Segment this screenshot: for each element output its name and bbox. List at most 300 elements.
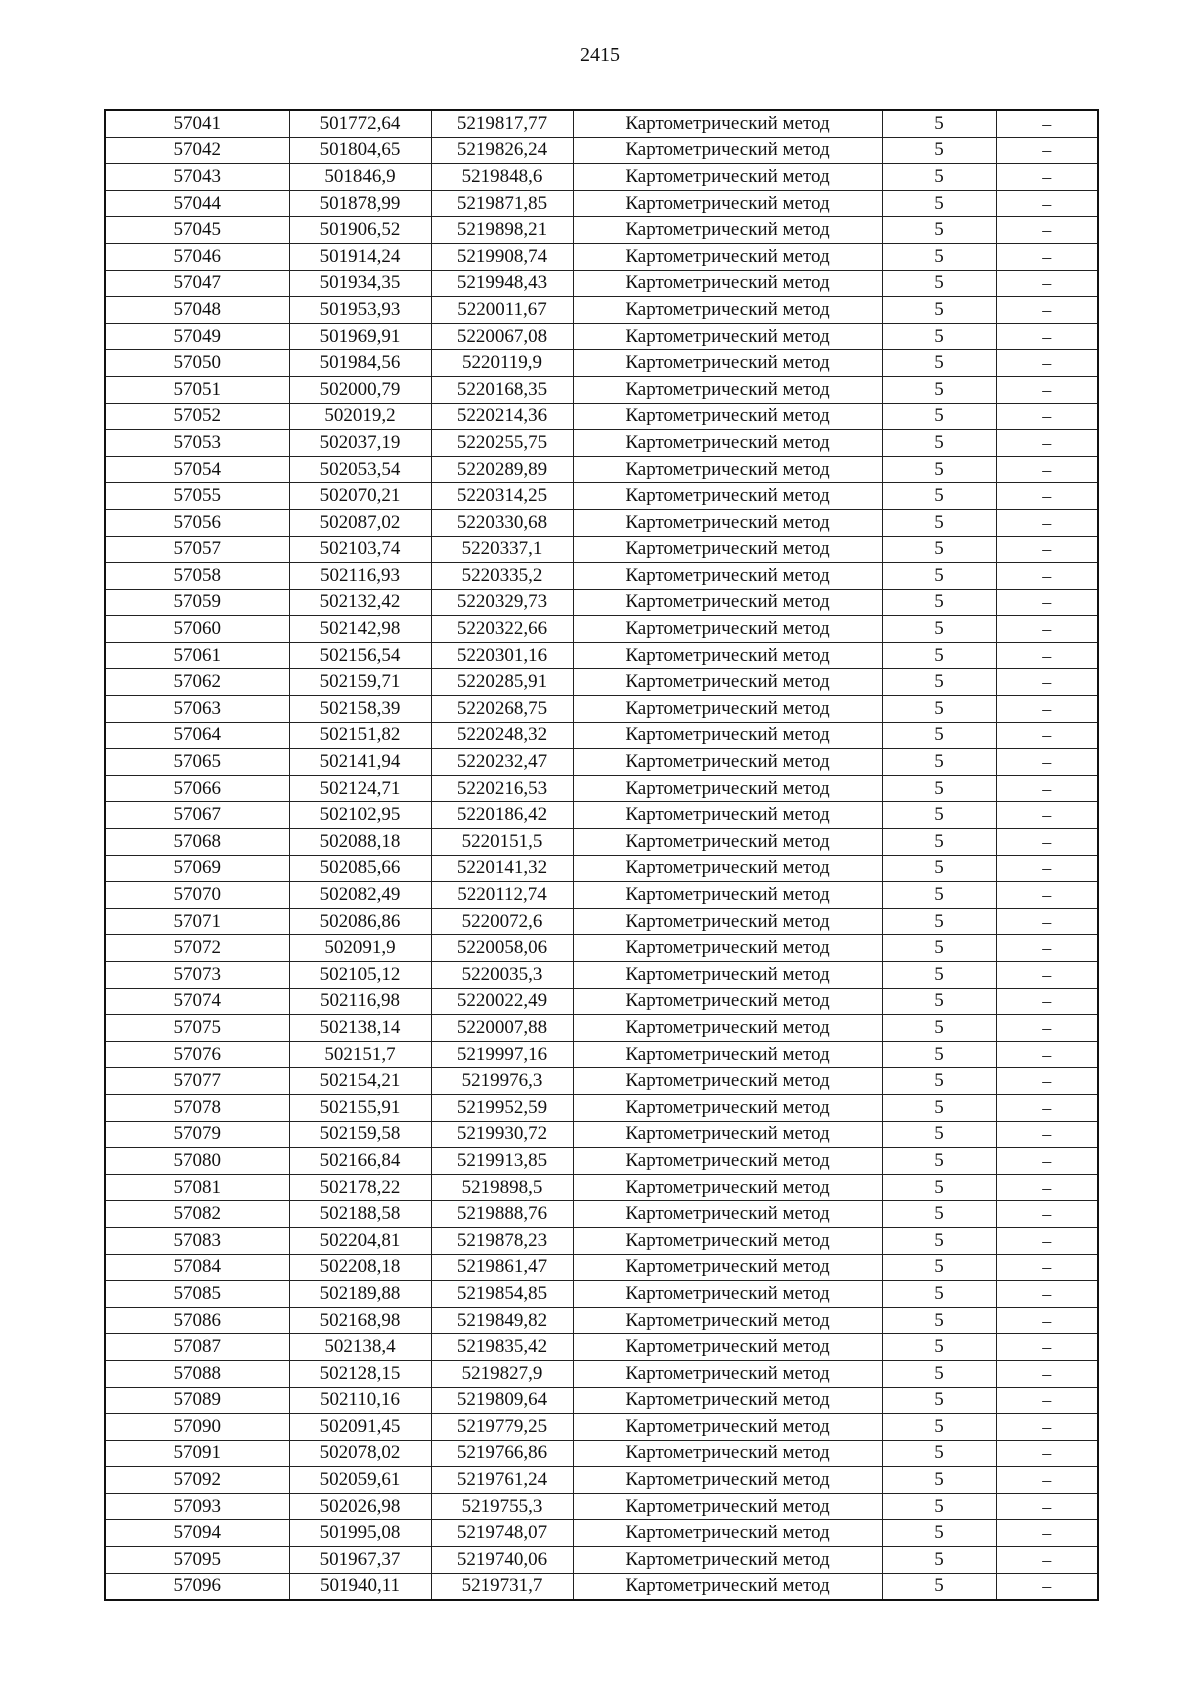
- note-cell: –: [996, 855, 1098, 882]
- method-cell: Картометрический метод: [573, 563, 882, 590]
- y-coordinate-cell: 5219854,85: [431, 1281, 573, 1308]
- accuracy-cell: 5: [882, 696, 996, 723]
- x-coordinate-cell: 501772,64: [289, 110, 431, 137]
- y-coordinate-cell: 5220119,9: [431, 350, 573, 377]
- table-row: [105, 270, 1098, 297]
- x-coordinate-cell: 501984,56: [289, 350, 431, 377]
- note-cell: –: [996, 775, 1098, 802]
- point-number-cell: 57090: [105, 1414, 289, 1441]
- accuracy-cell: 5: [882, 1307, 996, 1334]
- y-coordinate-cell: 5219817,77: [431, 110, 573, 137]
- note-cell: –: [996, 1174, 1098, 1201]
- y-coordinate-cell: 5219871,85: [431, 190, 573, 217]
- x-coordinate-cell: 502132,42: [289, 589, 431, 616]
- point-number-cell: 57073: [105, 962, 289, 989]
- table-row: [105, 164, 1098, 191]
- table-row: [105, 110, 1098, 137]
- y-coordinate-cell: 5220072,6: [431, 908, 573, 935]
- point-number-cell: 57088: [105, 1360, 289, 1387]
- table-row: [105, 243, 1098, 270]
- note-cell: –: [996, 1068, 1098, 1095]
- method-cell: Картометрический метод: [573, 1467, 882, 1494]
- x-coordinate-cell: 502155,91: [289, 1094, 431, 1121]
- x-coordinate-cell: 502091,45: [289, 1414, 431, 1441]
- table-row: [105, 1307, 1098, 1334]
- table-row: [105, 1227, 1098, 1254]
- y-coordinate-cell: 5219948,43: [431, 270, 573, 297]
- table-row: [105, 1334, 1098, 1361]
- accuracy-cell: 5: [882, 110, 996, 137]
- table-row: [105, 829, 1098, 856]
- note-cell: –: [996, 137, 1098, 164]
- method-cell: Картометрический метод: [573, 297, 882, 324]
- note-cell: –: [996, 1493, 1098, 1520]
- table-row: [105, 669, 1098, 696]
- x-coordinate-cell: 502091,9: [289, 935, 431, 962]
- method-cell: Картометрический метод: [573, 376, 882, 403]
- x-coordinate-cell: 502138,14: [289, 1015, 431, 1042]
- point-number-cell: 57044: [105, 190, 289, 217]
- note-cell: –: [996, 430, 1098, 457]
- x-coordinate-cell: 502156,54: [289, 642, 431, 669]
- x-coordinate-cell: 502151,7: [289, 1041, 431, 1068]
- note-cell: –: [996, 882, 1098, 909]
- point-number-cell: 57053: [105, 430, 289, 457]
- table-row: [105, 137, 1098, 164]
- note-cell: –: [996, 722, 1098, 749]
- method-cell: Картометрический метод: [573, 456, 882, 483]
- point-number-cell: 57076: [105, 1041, 289, 1068]
- note-cell: –: [996, 669, 1098, 696]
- method-cell: Картометрический метод: [573, 722, 882, 749]
- y-coordinate-cell: 5220301,16: [431, 642, 573, 669]
- table-row: [105, 190, 1098, 217]
- point-number-cell: 57089: [105, 1387, 289, 1414]
- x-coordinate-cell: 502159,71: [289, 669, 431, 696]
- point-number-cell: 57068: [105, 829, 289, 856]
- x-coordinate-cell: 502053,54: [289, 456, 431, 483]
- point-number-cell: 57078: [105, 1094, 289, 1121]
- x-coordinate-cell: 502078,02: [289, 1440, 431, 1467]
- table-row: [105, 962, 1098, 989]
- method-cell: Картометрический метод: [573, 110, 882, 137]
- accuracy-cell: 5: [882, 1520, 996, 1547]
- x-coordinate-cell: 501804,65: [289, 137, 431, 164]
- accuracy-cell: 5: [882, 1440, 996, 1467]
- method-cell: Картометрический метод: [573, 775, 882, 802]
- accuracy-cell: 5: [882, 1254, 996, 1281]
- x-coordinate-cell: 502188,58: [289, 1201, 431, 1228]
- y-coordinate-cell: 5219913,85: [431, 1148, 573, 1175]
- point-number-cell: 57048: [105, 297, 289, 324]
- note-cell: –: [996, 270, 1098, 297]
- y-coordinate-cell: 5220022,49: [431, 988, 573, 1015]
- y-coordinate-cell: 5219835,42: [431, 1334, 573, 1361]
- point-number-cell: 57064: [105, 722, 289, 749]
- accuracy-cell: 5: [882, 1547, 996, 1574]
- accuracy-cell: 5: [882, 642, 996, 669]
- y-coordinate-cell: 5220289,89: [431, 456, 573, 483]
- accuracy-cell: 5: [882, 1467, 996, 1494]
- method-cell: Картометрический метод: [573, 1493, 882, 1520]
- table-row: [105, 1520, 1098, 1547]
- x-coordinate-cell: 502166,84: [289, 1148, 431, 1175]
- accuracy-cell: 5: [882, 1201, 996, 1228]
- accuracy-cell: 5: [882, 137, 996, 164]
- method-cell: Картометрический метод: [573, 802, 882, 829]
- method-cell: Картометрический метод: [573, 1547, 882, 1574]
- table-row: [105, 882, 1098, 909]
- accuracy-cell: 5: [882, 749, 996, 776]
- table-row: [105, 855, 1098, 882]
- y-coordinate-cell: 5220285,91: [431, 669, 573, 696]
- y-coordinate-cell: 5220322,66: [431, 616, 573, 643]
- accuracy-cell: 5: [882, 669, 996, 696]
- y-coordinate-cell: 5220314,25: [431, 483, 573, 510]
- note-cell: –: [996, 509, 1098, 536]
- accuracy-cell: 5: [882, 722, 996, 749]
- table-row: [105, 483, 1098, 510]
- accuracy-cell: 5: [882, 297, 996, 324]
- method-cell: Картометрический метод: [573, 1573, 882, 1600]
- accuracy-cell: 5: [882, 1227, 996, 1254]
- method-cell: Картометрический метод: [573, 164, 882, 191]
- y-coordinate-cell: 5219976,3: [431, 1068, 573, 1095]
- table-row: [105, 456, 1098, 483]
- x-coordinate-cell: 502158,39: [289, 696, 431, 723]
- accuracy-cell: 5: [882, 1387, 996, 1414]
- y-coordinate-cell: 5219731,7: [431, 1573, 573, 1600]
- x-coordinate-cell: 502088,18: [289, 829, 431, 856]
- point-number-cell: 57058: [105, 563, 289, 590]
- x-coordinate-cell: 502141,94: [289, 749, 431, 776]
- x-coordinate-cell: 502116,93: [289, 563, 431, 590]
- x-coordinate-cell: 501934,35: [289, 270, 431, 297]
- x-coordinate-cell: 501878,99: [289, 190, 431, 217]
- x-coordinate-cell: 502159,58: [289, 1121, 431, 1148]
- x-coordinate-cell: 502128,15: [289, 1360, 431, 1387]
- note-cell: –: [996, 935, 1098, 962]
- table-row: [105, 1387, 1098, 1414]
- note-cell: –: [996, 190, 1098, 217]
- y-coordinate-cell: 5219761,24: [431, 1467, 573, 1494]
- method-cell: Картометрический метод: [573, 962, 882, 989]
- y-coordinate-cell: 5220151,5: [431, 829, 573, 856]
- point-number-cell: 57075: [105, 1015, 289, 1042]
- table-row: [105, 642, 1098, 669]
- method-cell: Картометрический метод: [573, 137, 882, 164]
- x-coordinate-cell: 501940,11: [289, 1573, 431, 1600]
- y-coordinate-cell: 5220011,67: [431, 297, 573, 324]
- point-number-cell: 57055: [105, 483, 289, 510]
- table-row: [105, 217, 1098, 244]
- point-number-cell: 57095: [105, 1547, 289, 1574]
- method-cell: Картометрический метод: [573, 1201, 882, 1228]
- point-number-cell: 57083: [105, 1227, 289, 1254]
- accuracy-cell: 5: [882, 1015, 996, 1042]
- method-cell: Картометрический метод: [573, 1121, 882, 1148]
- note-cell: –: [996, 696, 1098, 723]
- accuracy-cell: 5: [882, 1068, 996, 1095]
- x-coordinate-cell: 502105,12: [289, 962, 431, 989]
- accuracy-cell: 5: [882, 243, 996, 270]
- y-coordinate-cell: 5219908,74: [431, 243, 573, 270]
- table-row: [105, 616, 1098, 643]
- table-row: [105, 1015, 1098, 1042]
- method-cell: Картометрический метод: [573, 1360, 882, 1387]
- accuracy-cell: 5: [882, 962, 996, 989]
- x-coordinate-cell: 502154,21: [289, 1068, 431, 1095]
- table-row: [105, 1148, 1098, 1175]
- point-number-cell: 57087: [105, 1334, 289, 1361]
- method-cell: Картометрический метод: [573, 509, 882, 536]
- accuracy-cell: 5: [882, 1041, 996, 1068]
- note-cell: –: [996, 988, 1098, 1015]
- x-coordinate-cell: 502086,86: [289, 908, 431, 935]
- accuracy-cell: 5: [882, 350, 996, 377]
- y-coordinate-cell: 5219748,07: [431, 1520, 573, 1547]
- point-number-cell: 57041: [105, 110, 289, 137]
- point-number-cell: 57094: [105, 1520, 289, 1547]
- method-cell: Картометрический метод: [573, 642, 882, 669]
- table-row: [105, 1121, 1098, 1148]
- x-coordinate-cell: 501906,52: [289, 217, 431, 244]
- method-cell: Картометрический метод: [573, 908, 882, 935]
- table-row: [105, 1201, 1098, 1228]
- note-cell: –: [996, 962, 1098, 989]
- method-cell: Картометрический метод: [573, 1387, 882, 1414]
- y-coordinate-cell: 5219740,06: [431, 1547, 573, 1574]
- table-row: [105, 1414, 1098, 1441]
- method-cell: Картометрический метод: [573, 616, 882, 643]
- note-cell: –: [996, 1520, 1098, 1547]
- method-cell: Картометрический метод: [573, 855, 882, 882]
- x-coordinate-cell: 502103,74: [289, 536, 431, 563]
- accuracy-cell: 5: [882, 536, 996, 563]
- method-cell: Картометрический метод: [573, 988, 882, 1015]
- table-row: [105, 1467, 1098, 1494]
- accuracy-cell: 5: [882, 935, 996, 962]
- note-cell: –: [996, 1440, 1098, 1467]
- accuracy-cell: 5: [882, 1334, 996, 1361]
- note-cell: –: [996, 1227, 1098, 1254]
- x-coordinate-cell: 501846,9: [289, 164, 431, 191]
- method-cell: Картометрический метод: [573, 1015, 882, 1042]
- point-number-cell: 57096: [105, 1573, 289, 1600]
- y-coordinate-cell: 5219888,76: [431, 1201, 573, 1228]
- accuracy-cell: 5: [882, 483, 996, 510]
- accuracy-cell: 5: [882, 589, 996, 616]
- x-coordinate-cell: 502178,22: [289, 1174, 431, 1201]
- method-cell: Картометрический метод: [573, 1520, 882, 1547]
- accuracy-cell: 5: [882, 882, 996, 909]
- accuracy-cell: 5: [882, 430, 996, 457]
- x-coordinate-cell: 501914,24: [289, 243, 431, 270]
- method-cell: Картометрический метод: [573, 1281, 882, 1308]
- y-coordinate-cell: 5220168,35: [431, 376, 573, 403]
- method-cell: Картометрический метод: [573, 403, 882, 430]
- page-number: 2415: [580, 44, 620, 66]
- table-row: [105, 509, 1098, 536]
- note-cell: –: [996, 110, 1098, 137]
- method-cell: Картометрический метод: [573, 190, 882, 217]
- method-cell: Картометрический метод: [573, 1307, 882, 1334]
- point-number-cell: 57052: [105, 403, 289, 430]
- y-coordinate-cell: 5219848,6: [431, 164, 573, 191]
- y-coordinate-cell: 5220112,74: [431, 882, 573, 909]
- method-cell: Картометрический метод: [573, 1068, 882, 1095]
- note-cell: –: [996, 616, 1098, 643]
- accuracy-cell: 5: [882, 1281, 996, 1308]
- table-row: [105, 908, 1098, 935]
- note-cell: –: [996, 1573, 1098, 1600]
- note-cell: –: [996, 297, 1098, 324]
- y-coordinate-cell: 5219898,21: [431, 217, 573, 244]
- point-number-cell: 57057: [105, 536, 289, 563]
- x-coordinate-cell: 502116,98: [289, 988, 431, 1015]
- method-cell: Картометрический метод: [573, 1414, 882, 1441]
- method-cell: Картометрический метод: [573, 270, 882, 297]
- x-coordinate-cell: 501953,93: [289, 297, 431, 324]
- y-coordinate-cell: 5220216,53: [431, 775, 573, 802]
- x-coordinate-cell: 502000,79: [289, 376, 431, 403]
- accuracy-cell: 5: [882, 829, 996, 856]
- point-number-cell: 57042: [105, 137, 289, 164]
- point-number-cell: 57065: [105, 749, 289, 776]
- note-cell: –: [996, 1334, 1098, 1361]
- y-coordinate-cell: 5220337,1: [431, 536, 573, 563]
- method-cell: Картометрический метод: [573, 430, 882, 457]
- x-coordinate-cell: 502142,98: [289, 616, 431, 643]
- method-cell: Картометрический метод: [573, 1254, 882, 1281]
- note-cell: –: [996, 376, 1098, 403]
- y-coordinate-cell: 5220035,3: [431, 962, 573, 989]
- table-row: [105, 1094, 1098, 1121]
- method-cell: Картометрический метод: [573, 1174, 882, 1201]
- point-number-cell: 57043: [105, 164, 289, 191]
- table-row: [105, 988, 1098, 1015]
- note-cell: –: [996, 1254, 1098, 1281]
- note-cell: –: [996, 483, 1098, 510]
- table-row: [105, 1068, 1098, 1095]
- accuracy-cell: 5: [882, 802, 996, 829]
- note-cell: –: [996, 536, 1098, 563]
- y-coordinate-cell: 5220248,32: [431, 722, 573, 749]
- y-coordinate-cell: 5220255,75: [431, 430, 573, 457]
- table-row: [105, 1281, 1098, 1308]
- accuracy-cell: 5: [882, 323, 996, 350]
- y-coordinate-cell: 5220007,88: [431, 1015, 573, 1042]
- accuracy-cell: 5: [882, 988, 996, 1015]
- note-cell: –: [996, 1360, 1098, 1387]
- y-coordinate-cell: 5219878,23: [431, 1227, 573, 1254]
- method-cell: Картометрический метод: [573, 1094, 882, 1121]
- table-row: [105, 536, 1098, 563]
- point-number-cell: 57051: [105, 376, 289, 403]
- point-number-cell: 57045: [105, 217, 289, 244]
- point-number-cell: 57050: [105, 350, 289, 377]
- method-cell: Картометрический метод: [573, 323, 882, 350]
- point-number-cell: 57069: [105, 855, 289, 882]
- x-coordinate-cell: 502019,2: [289, 403, 431, 430]
- note-cell: –: [996, 1467, 1098, 1494]
- point-number-cell: 57070: [105, 882, 289, 909]
- accuracy-cell: 5: [882, 403, 996, 430]
- x-coordinate-cell: 502168,98: [289, 1307, 431, 1334]
- y-coordinate-cell: 5219809,64: [431, 1387, 573, 1414]
- table-row: [105, 722, 1098, 749]
- table-row: [105, 696, 1098, 723]
- accuracy-cell: 5: [882, 217, 996, 244]
- y-coordinate-cell: 5220067,08: [431, 323, 573, 350]
- point-number-cell: 57086: [105, 1307, 289, 1334]
- point-number-cell: 57046: [105, 243, 289, 270]
- x-coordinate-cell: 502085,66: [289, 855, 431, 882]
- accuracy-cell: 5: [882, 563, 996, 590]
- note-cell: –: [996, 1121, 1098, 1148]
- note-cell: –: [996, 642, 1098, 669]
- note-cell: –: [996, 1414, 1098, 1441]
- y-coordinate-cell: 5220268,75: [431, 696, 573, 723]
- point-number-cell: 57056: [105, 509, 289, 536]
- accuracy-cell: 5: [882, 616, 996, 643]
- accuracy-cell: 5: [882, 456, 996, 483]
- y-coordinate-cell: 5220214,36: [431, 403, 573, 430]
- note-cell: –: [996, 1148, 1098, 1175]
- note-cell: –: [996, 1281, 1098, 1308]
- point-number-cell: 57082: [105, 1201, 289, 1228]
- y-coordinate-cell: 5220330,68: [431, 509, 573, 536]
- note-cell: –: [996, 403, 1098, 430]
- accuracy-cell: 5: [882, 376, 996, 403]
- point-number-cell: 57084: [105, 1254, 289, 1281]
- table-row: [105, 1573, 1098, 1600]
- y-coordinate-cell: 5219849,82: [431, 1307, 573, 1334]
- method-cell: Картометрический метод: [573, 882, 882, 909]
- x-coordinate-cell: 502037,19: [289, 430, 431, 457]
- point-number-cell: 57072: [105, 935, 289, 962]
- accuracy-cell: 5: [882, 509, 996, 536]
- point-number-cell: 57061: [105, 642, 289, 669]
- table-row: [105, 1254, 1098, 1281]
- accuracy-cell: 5: [882, 1360, 996, 1387]
- note-cell: –: [996, 1201, 1098, 1228]
- point-number-cell: 57074: [105, 988, 289, 1015]
- method-cell: Картометрический метод: [573, 1440, 882, 1467]
- method-cell: Картометрический метод: [573, 589, 882, 616]
- x-coordinate-cell: 502110,16: [289, 1387, 431, 1414]
- table-row: [105, 749, 1098, 776]
- table-row: [105, 935, 1098, 962]
- accuracy-cell: 5: [882, 1174, 996, 1201]
- method-cell: Картометрический метод: [573, 483, 882, 510]
- method-cell: Картометрический метод: [573, 536, 882, 563]
- note-cell: –: [996, 1547, 1098, 1574]
- y-coordinate-cell: 5220335,2: [431, 563, 573, 590]
- point-number-cell: 57079: [105, 1121, 289, 1148]
- accuracy-cell: 5: [882, 1493, 996, 1520]
- point-number-cell: 57085: [105, 1281, 289, 1308]
- note-cell: –: [996, 217, 1098, 244]
- point-number-cell: 57062: [105, 669, 289, 696]
- note-cell: –: [996, 1307, 1098, 1334]
- point-number-cell: 57054: [105, 456, 289, 483]
- point-number-cell: 57071: [105, 908, 289, 935]
- point-number-cell: 57063: [105, 696, 289, 723]
- point-number-cell: 57093: [105, 1493, 289, 1520]
- table-row: [105, 297, 1098, 324]
- y-coordinate-cell: 5220141,32: [431, 855, 573, 882]
